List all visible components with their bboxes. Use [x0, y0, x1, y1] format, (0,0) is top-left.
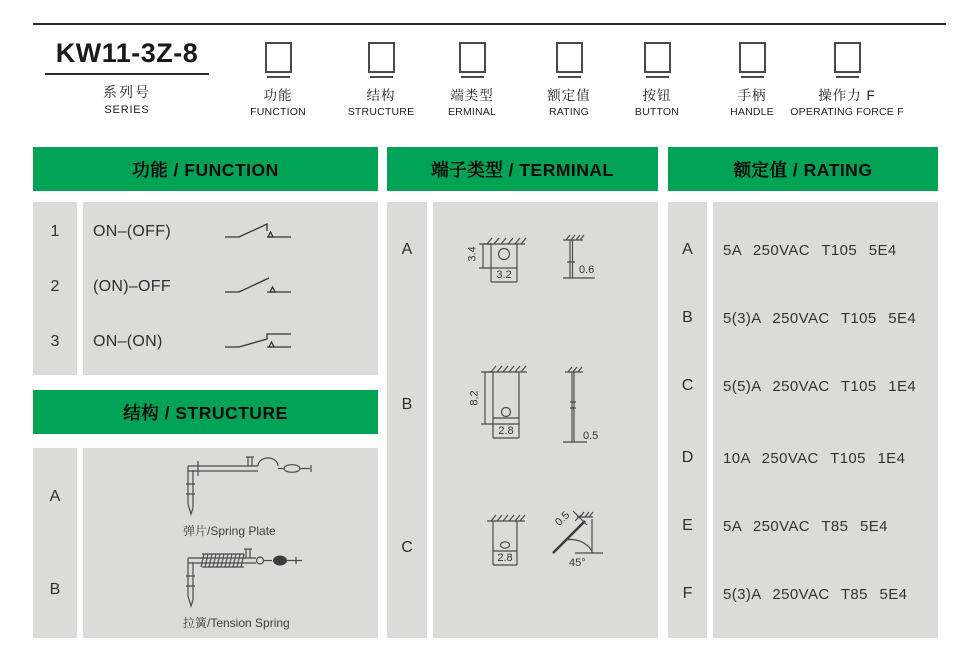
dim-label: 2.8 — [498, 425, 514, 437]
dim-label: 3.4 — [466, 246, 479, 262]
dim-label: 3.2 — [496, 269, 512, 281]
dim-label: 8.2 — [468, 390, 481, 406]
function-content-column — [83, 202, 378, 375]
rating-row — [713, 364, 938, 408]
rating-row-letter: A — [682, 241, 693, 258]
rating-row-letter: D — [681, 449, 694, 466]
option-checkbox — [739, 42, 766, 73]
model-block — [45, 38, 209, 116]
function-row-number: 3 — [50, 333, 60, 350]
option-underline — [836, 76, 859, 78]
spring-plate-drawing — [178, 454, 338, 518]
section-title: 端子类型 / TERMINAL — [431, 159, 614, 180]
option-label-en: HANDLE — [730, 106, 774, 118]
switch-momentary-on-off-icon — [223, 276, 293, 298]
option-checkbox — [834, 42, 861, 73]
option-label-cn: 手柄 — [737, 88, 767, 103]
option-underline — [461, 76, 484, 78]
section-header-terminal — [387, 147, 658, 191]
top-rule — [33, 23, 946, 25]
function-row-number: 2 — [50, 278, 60, 295]
structure-content-column — [83, 448, 378, 638]
terminal-a-drawing — [463, 230, 633, 310]
option-label-cn: 按钮 — [642, 88, 672, 103]
series-label-cn: 系列号 — [103, 84, 151, 100]
option-label-cn: 功能 — [263, 88, 293, 103]
dim-label: 0.6 — [579, 264, 595, 276]
structure-index-column — [33, 448, 77, 638]
tension-spring-icon — [178, 546, 338, 610]
structure-row-letter: B — [49, 581, 61, 598]
function-index-column — [33, 202, 77, 375]
section-header-rating — [668, 147, 938, 191]
tension-spring-drawing — [178, 546, 338, 610]
terminal-row-letter: A — [401, 241, 413, 258]
rating-index-column — [668, 202, 707, 638]
terminal-b-icon — [463, 362, 633, 467]
rating-value: 5(3)A 250VAC T105 5E4 — [723, 309, 917, 327]
terminal-content-column — [433, 202, 658, 638]
rating-value: 5(5)A 250VAC T105 1E4 — [723, 377, 917, 395]
series-label-en: SERIES — [104, 104, 150, 116]
option-label-cn: 操作力 F — [818, 88, 876, 103]
rating-row-letter: F — [682, 585, 693, 602]
rating-content-column — [713, 202, 938, 638]
section-header-structure — [33, 390, 378, 434]
terminal-c-drawing — [463, 507, 633, 602]
rating-row — [713, 436, 938, 480]
option-checkbox — [265, 42, 292, 73]
option-label-en: OPERATING FORCE F — [790, 106, 904, 118]
structure-caption: 拉簧/Tension Spring — [183, 616, 290, 630]
dim-label: 2.8 — [497, 552, 513, 564]
option-underline — [646, 76, 669, 78]
terminal-c-icon — [463, 507, 633, 602]
function-row — [83, 317, 378, 367]
option-underline — [741, 76, 764, 78]
option-operating-force — [777, 42, 917, 118]
terminal-row-letter: C — [401, 539, 413, 556]
dim-label: 45° — [569, 557, 586, 569]
option-label-en: STRUCTURE — [347, 106, 415, 118]
section-header-function — [33, 147, 378, 191]
option-underline — [267, 76, 290, 78]
option-label-en: RATING — [548, 106, 590, 118]
rating-row — [713, 572, 938, 616]
option-label-cn: 端类型 — [450, 88, 494, 103]
terminal-index-column — [387, 202, 427, 638]
option-label-cn: 结构 — [366, 88, 396, 103]
option-underline — [558, 76, 581, 78]
spring-plate-icon — [178, 454, 338, 518]
terminal-a-icon — [463, 230, 633, 310]
function-label: ON–(OFF) — [93, 223, 171, 240]
rating-row — [713, 504, 938, 548]
option-checkbox — [556, 42, 583, 73]
structure-caption: 弹片/Spring Plate — [183, 524, 276, 538]
function-row — [83, 262, 378, 312]
option-label-en: BUTTON — [634, 106, 680, 118]
option-underline — [370, 76, 393, 78]
function-label: ON–(ON) — [93, 333, 163, 350]
rating-value: 5A 250VAC T105 5E4 — [723, 241, 897, 259]
function-row — [83, 207, 378, 257]
section-title: 额定值 / RATING — [733, 159, 873, 180]
option-label-en: ERMINAL — [447, 106, 497, 118]
rating-value: 5(3)A 250VAC T85 5E4 — [723, 585, 908, 603]
model-number: KW11-3Z-8 — [45, 38, 209, 75]
function-row-number: 1 — [50, 223, 60, 240]
option-label-en: FUNCTION — [250, 106, 306, 118]
terminal-b-drawing — [463, 362, 633, 467]
rating-value: 5A 250VAC T85 5E4 — [723, 517, 888, 535]
rating-row — [713, 228, 938, 272]
rating-row-letter: C — [681, 377, 694, 394]
option-checkbox — [644, 42, 671, 73]
rating-row-letter: E — [682, 517, 693, 534]
rating-value: 10A 250VAC T105 1E4 — [723, 449, 906, 467]
option-checkbox — [459, 42, 486, 73]
terminal-row-letter: B — [401, 396, 413, 413]
dim-label: 0.5 — [583, 430, 599, 442]
option-checkbox — [368, 42, 395, 73]
rating-row — [713, 296, 938, 340]
option-label-cn: 额定值 — [547, 88, 591, 103]
rating-row-letter: B — [682, 309, 693, 326]
structure-row-letter: A — [49, 488, 61, 505]
dim-label: 0.5 — [552, 509, 573, 529]
section-title: 功能 / FUNCTION — [132, 159, 279, 180]
function-label: (ON)–OFF — [93, 278, 171, 295]
switch-on-momentary-off-icon — [223, 221, 293, 243]
switch-on-momentary-on-icon — [223, 331, 293, 353]
section-title: 结构 / STRUCTURE — [123, 402, 288, 423]
